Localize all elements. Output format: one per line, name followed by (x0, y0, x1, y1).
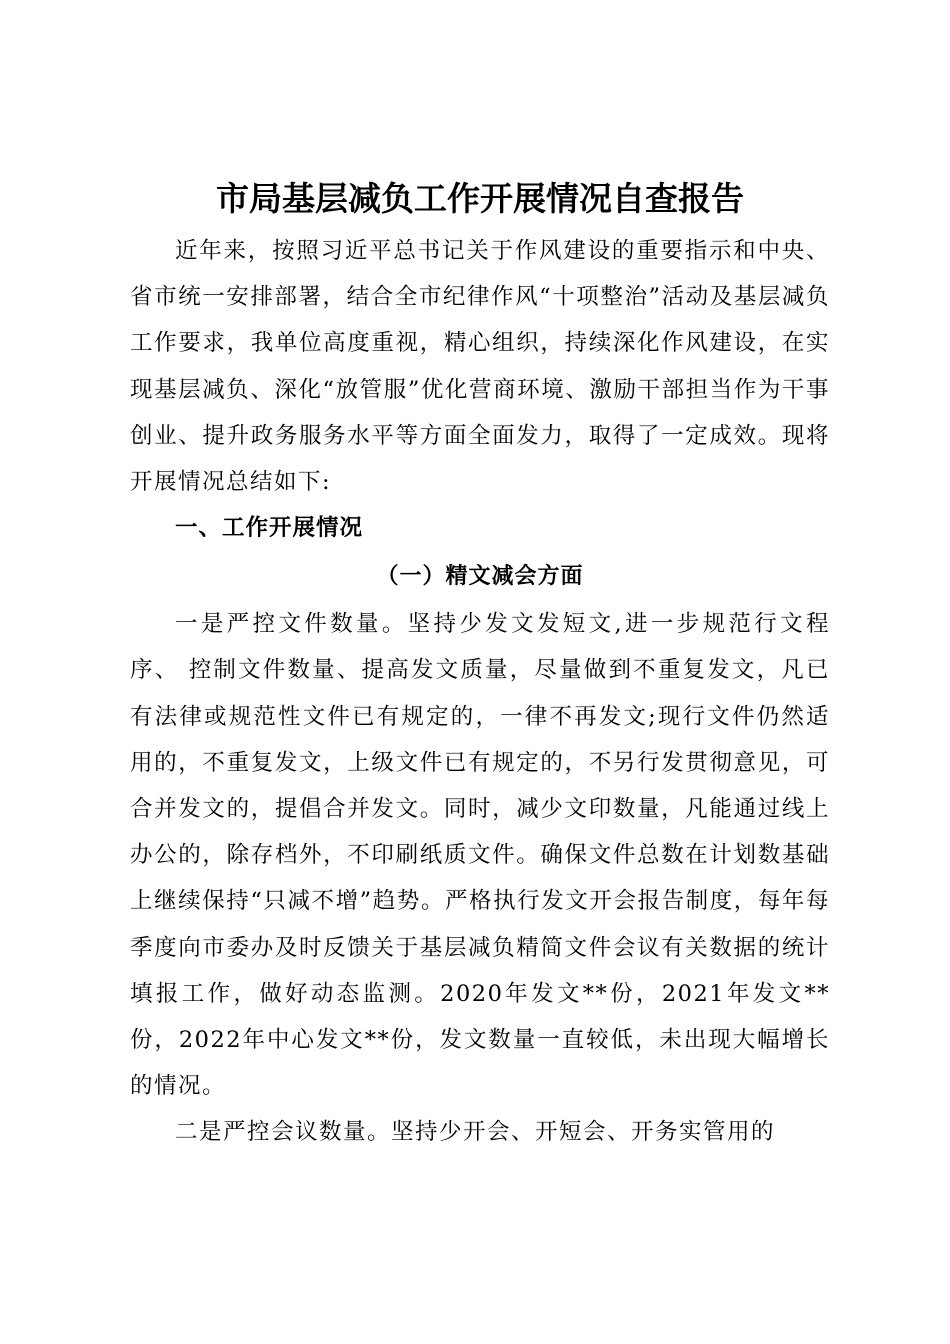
subsection-heading-documents-meetings: （一）精文减会方面 (376, 563, 584, 590)
document-title: 市局基层减负工作开展情况自查报告 (216, 179, 744, 218)
paragraph-control-documents: 一是严控文件数量。坚持少发文发短文,进一步规范行文程序、 控制文件数量、提高发文质量，尽量做到不重复发文，凡已有法律或规范性文件已有规定的，一律不再发文;现行文件仍然适用的，不重复发文，上级文件已有规定的，不另行发贯彻意见，可合并发文的，提倡合并发文。同时，减少文印数量，凡能通过线上办公的，除存档外，不印刷纸质文件。确保文件总数在计划数基础上继续保持“只减不增”趋势。严格执行发文开会报告制度，每年每季度向市委办及时反馈关于基层减负精简文件会议有关数据的统计填报工作，做好动态监测。2020年发文**份，2021年发文**份，2022年中心发文**份，发文数量一直较低，未出现大幅增长的情况。 (130, 611, 830, 1100)
paragraph-control-meetings: 二是严控会议数量。坚持少开会、开短会、开务实管用的 (175, 1119, 776, 1146)
intro-paragraph: 近年来，按照习近平总书记关于作风建设的重要指示和中央、省市统一安排部署，结合全市纪律作风“十项整治”活动及基层减负工作要求，我单位高度重视，精心组织，持续深化作风建设，在实现基层减负、深化“放管服”优化营商环境、激励干部担当作为干事创业、提升政务服务水平等方面全面发力，取得了一定成效。现将开展情况总结如下: (130, 238, 830, 496)
document-body (130, 170, 830, 1156)
section-heading-work-progress: 一、工作开展情况 (175, 515, 364, 542)
